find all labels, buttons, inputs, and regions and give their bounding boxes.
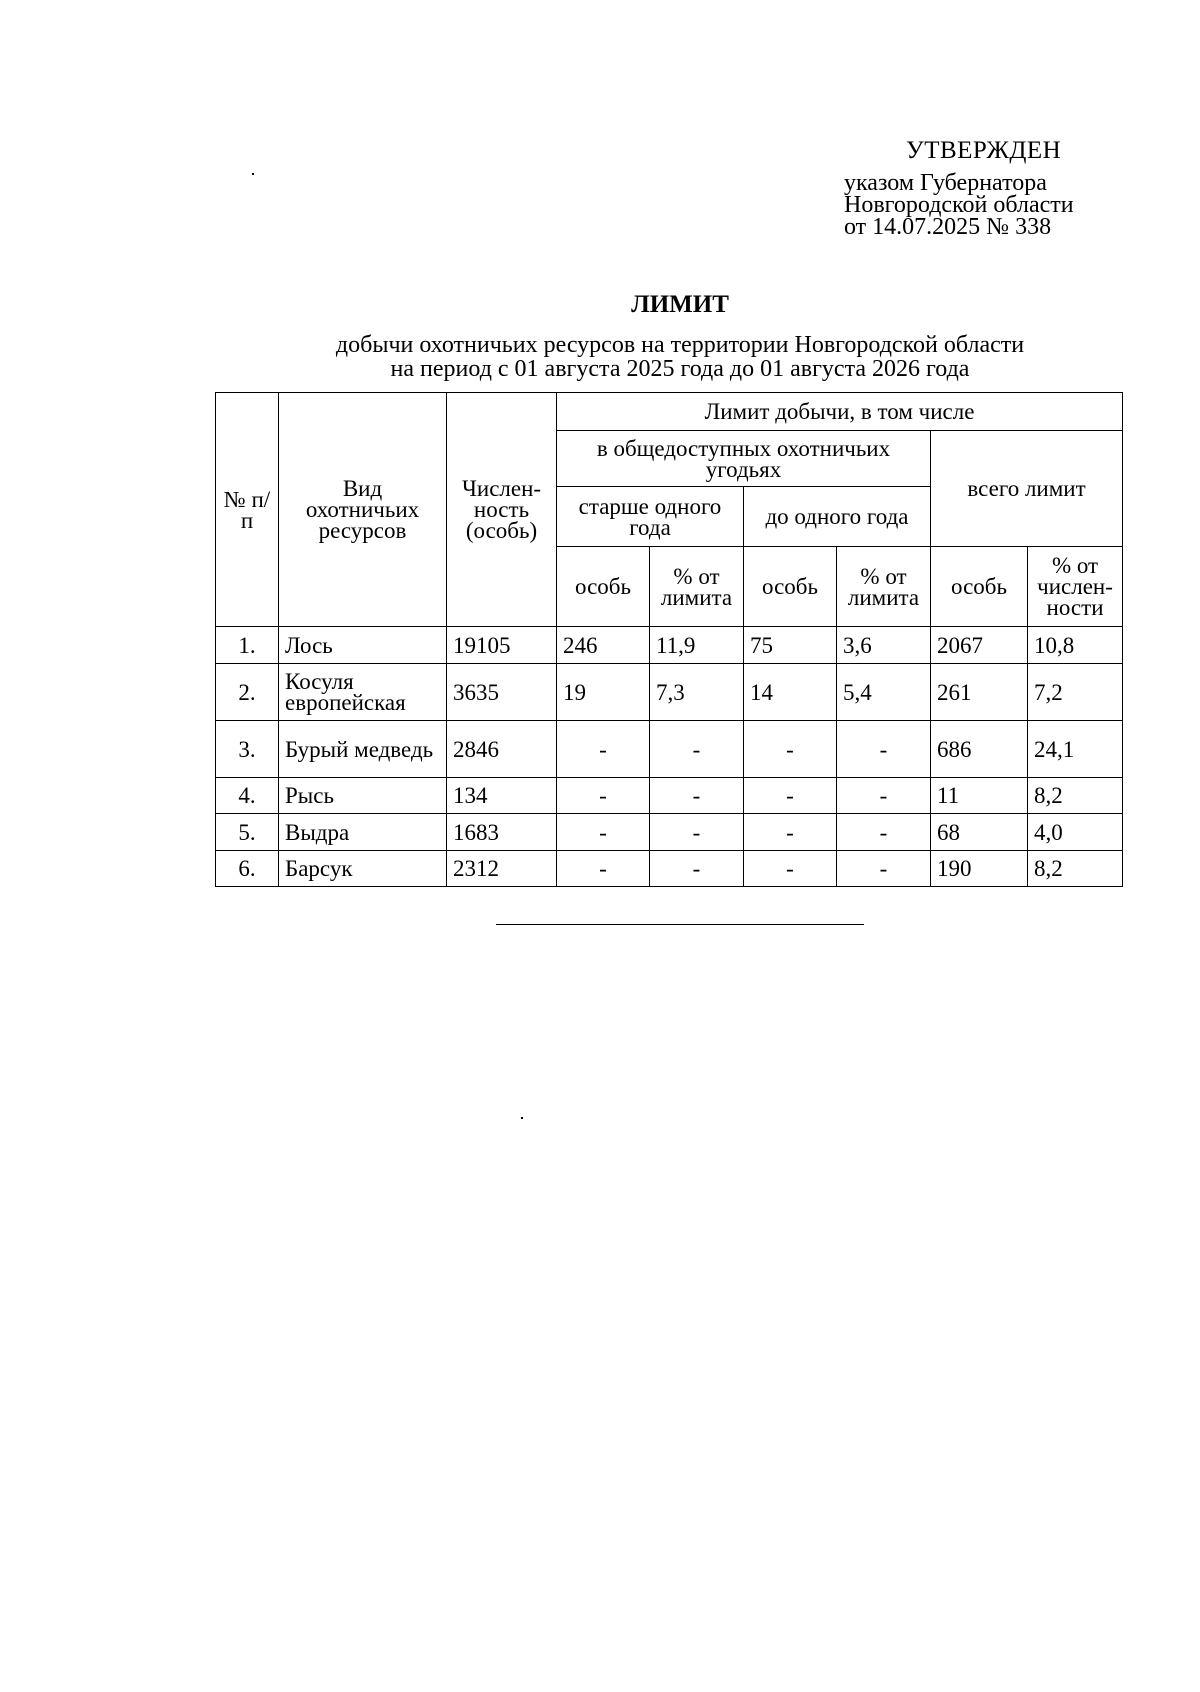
cell-older-count: -	[557, 814, 650, 851]
scan-speck	[521, 1117, 523, 1119]
cell-total-count: 686	[931, 721, 1028, 778]
cell-younger-pct: -	[837, 851, 931, 887]
header-species: Вид охотничьих ресурсов	[279, 393, 447, 627]
cell-species: Выдра	[279, 814, 447, 851]
cell-younger-pct: -	[837, 721, 931, 778]
table-row	[216, 721, 1123, 778]
cell-younger-pct: 3,6	[837, 627, 931, 664]
cell-older-pct: 11,9	[650, 627, 744, 664]
cell-species: Барсук	[279, 851, 447, 887]
cell-older-pct: -	[650, 814, 744, 851]
header-number: № п/п	[216, 393, 279, 627]
header-older-count: особь	[557, 547, 650, 627]
cell-total-pct: 8,2	[1028, 851, 1123, 887]
cell-older-pct: -	[650, 778, 744, 814]
cell-total-count: 261	[931, 664, 1028, 721]
cell-number: 6.	[216, 851, 279, 887]
cell-older-count: -	[557, 721, 650, 778]
cell-younger-pct: -	[837, 778, 931, 814]
cell-older-count: -	[557, 851, 650, 887]
header-younger: до одного года	[744, 487, 931, 547]
cell-population: 2846	[447, 721, 557, 778]
table-row	[216, 664, 1123, 721]
cell-younger-pct: 5,4	[837, 664, 931, 721]
cell-total-count: 11	[931, 778, 1028, 814]
header-limit-group: Лимит добычи, в том числе	[557, 393, 1123, 431]
cell-number: 2.	[216, 664, 279, 721]
cell-species: Лось	[279, 627, 447, 664]
cell-total-pct: 10,8	[1028, 627, 1123, 664]
subtitle-line-2: на период с 01 августа 2025 года до 01 августа 2026 года	[390, 356, 970, 382]
header-total-count: особь	[931, 547, 1028, 627]
cell-older-pct: 7,3	[650, 664, 744, 721]
cell-total-pct: 7,2	[1028, 664, 1123, 721]
header-total: всего лимит	[931, 431, 1123, 547]
cell-number: 4.	[216, 778, 279, 814]
cell-older-count: 19	[557, 664, 650, 721]
limit-table	[215, 392, 1123, 887]
cell-older-count: 246	[557, 627, 650, 664]
cell-number: 3.	[216, 721, 279, 778]
cell-total-pct: 8,2	[1028, 778, 1123, 814]
approval-line-date: от 14.07.2025 № 338	[844, 214, 1052, 240]
cell-total-count: 68	[931, 814, 1028, 851]
cell-younger-count: -	[744, 851, 837, 887]
cell-population: 3635	[447, 664, 557, 721]
cell-younger-count: -	[744, 778, 837, 814]
header-population: Числен-ность (особь)	[447, 393, 557, 627]
document-title: ЛИМИТ	[631, 291, 729, 318]
cell-younger-count: 75	[744, 627, 837, 664]
cell-number: 1.	[216, 627, 279, 664]
header-older: старше одного года	[557, 487, 744, 547]
cell-older-pct: -	[650, 721, 744, 778]
document-subtitle	[270, 333, 1090, 381]
cell-total-count: 2067	[931, 627, 1028, 664]
cell-population: 1683	[447, 814, 557, 851]
cell-younger-count: -	[744, 721, 837, 778]
cell-species: Рысь	[279, 778, 447, 814]
subtitle-line-1: добычи охотничьих ресурсов на территории Новгородской области	[335, 332, 1025, 358]
header-public-lands: в общедоступных охотничьих угодьях	[557, 431, 931, 487]
approval-heading: УТВЕРЖДЕН	[906, 137, 1062, 164]
cell-older-pct: -	[650, 851, 744, 887]
cell-total-count: 190	[931, 851, 1028, 887]
cell-population: 2312	[447, 851, 557, 887]
table-row	[216, 778, 1123, 814]
scan-speck	[252, 173, 254, 175]
header-total-pct: % от числен-ности	[1028, 547, 1123, 627]
cell-species: Бурый медведь	[279, 721, 447, 778]
table-row	[216, 851, 1123, 887]
approval-line-region: Новгородской области	[844, 192, 1074, 218]
cell-population: 19105	[447, 627, 557, 664]
header-older-pct: % от лимита	[650, 547, 744, 627]
approval-block	[844, 137, 1144, 240]
approval-line-decree: указом Губернатора	[844, 170, 1047, 196]
end-rule-divider	[496, 924, 864, 925]
table-row	[216, 627, 1123, 664]
cell-total-pct: 4,0	[1028, 814, 1123, 851]
header-younger-count: особь	[744, 547, 837, 627]
table-row	[216, 814, 1123, 851]
cell-species: Косуля европейская	[279, 664, 447, 721]
cell-older-count: -	[557, 778, 650, 814]
cell-younger-count: 14	[744, 664, 837, 721]
header-younger-pct: % от лимита	[837, 547, 931, 627]
cell-number: 5.	[216, 814, 279, 851]
cell-younger-pct: -	[837, 814, 931, 851]
cell-younger-count: -	[744, 814, 837, 851]
cell-total-pct: 24,1	[1028, 721, 1123, 778]
cell-population: 134	[447, 778, 557, 814]
